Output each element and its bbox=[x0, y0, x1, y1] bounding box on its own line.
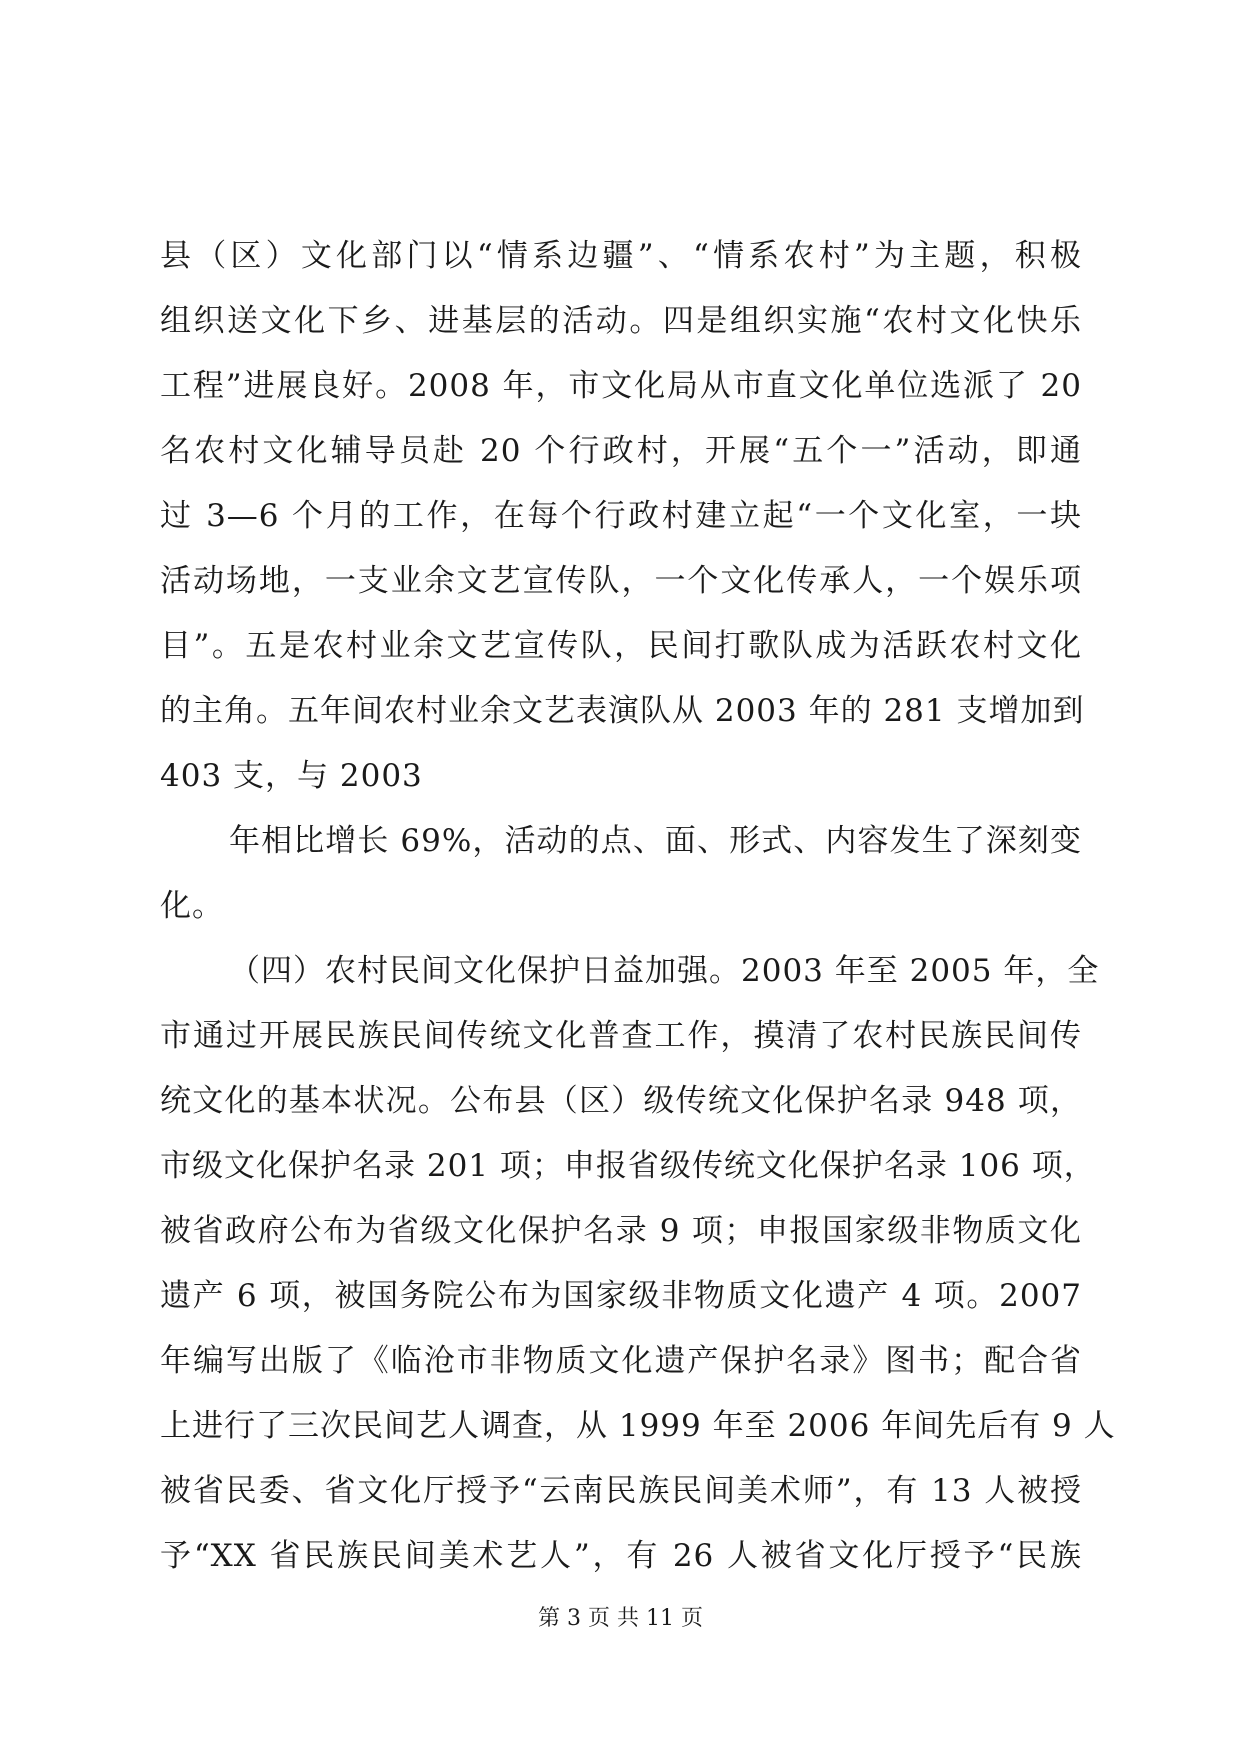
text-line: 被省民委、省文化厅授予“云南民族民间美术师”，有 13 人被授 bbox=[160, 1473, 1082, 1509]
text-line: 403 支，与 2003 bbox=[160, 758, 423, 794]
text-line: 上进行了三次民间艺人调查，从 1999 年至 2006 年间先后有 9 人 bbox=[160, 1408, 1116, 1444]
text-line: 名农村文化辅导员赴 20 个行政村，开展“五个一”活动，即通 bbox=[160, 433, 1082, 469]
text-line: 过 3—6 个月的工作，在每个行政村建立起“一个文化室，一块 bbox=[160, 498, 1082, 534]
section-heading-line: （四）农村民间文化保护日益加强。2003 年至 2005 年，全 bbox=[229, 953, 1100, 989]
text-line: 遗产 6 项，被国务院公布为国家级非物质文化遗产 4 项。2007 bbox=[160, 1278, 1082, 1314]
text-line: 的主角。五年间农村业余文艺表演队从 2003 年的 281 支增加到 bbox=[160, 693, 1085, 729]
text-line: 年相比增长 69%，活动的点、面、形式、内容发生了深刻变 bbox=[229, 823, 1082, 859]
text-line: 组织送文化下乡、进基层的活动。四是组织实施“农村文化快乐 bbox=[160, 303, 1082, 339]
text-line: 化。 bbox=[160, 888, 224, 924]
text-line: 被省政府公布为省级文化保护名录 9 项；申报国家级非物质文化 bbox=[160, 1213, 1082, 1249]
text-line: 市通过开展民族民间传统文化普查工作，摸清了农村民族民间传 bbox=[160, 1018, 1082, 1054]
page-footer bbox=[0, 1604, 1241, 1634]
text-line: 市级文化保护名录 201 项；申报省级传统文化保护名录 106 项， bbox=[160, 1148, 1096, 1184]
text-line: 予“XX 省民族民间美术艺人”，有 26 人被省文化厅授予“民族 bbox=[160, 1538, 1082, 1574]
text-line: 活动场地，一支业余文艺宣传队，一个文化传承人，一个娱乐项 bbox=[160, 563, 1082, 599]
text-line: 目”。五是农村业余文艺宣传队，民间打歌队成为活跃农村文化 bbox=[160, 628, 1082, 664]
body-text bbox=[160, 224, 1116, 1589]
text-line: 工程”进展良好。2008 年，市文化局从市直文化单位选派了 20 bbox=[160, 368, 1082, 404]
text-line: 县（区）文化部门以“情系边疆”、“情系农村”为主题，积极 bbox=[160, 238, 1082, 274]
text-line: 统文化的基本状况。公布县（区）级传统文化保护名录 948 项， bbox=[160, 1083, 1082, 1119]
text-line: 年编写出版了《临沧市非物质文化遗产保护名录》图书；配合省 bbox=[160, 1343, 1082, 1379]
page-number-label: 第 3 页 共 11 页 bbox=[538, 1606, 703, 1631]
